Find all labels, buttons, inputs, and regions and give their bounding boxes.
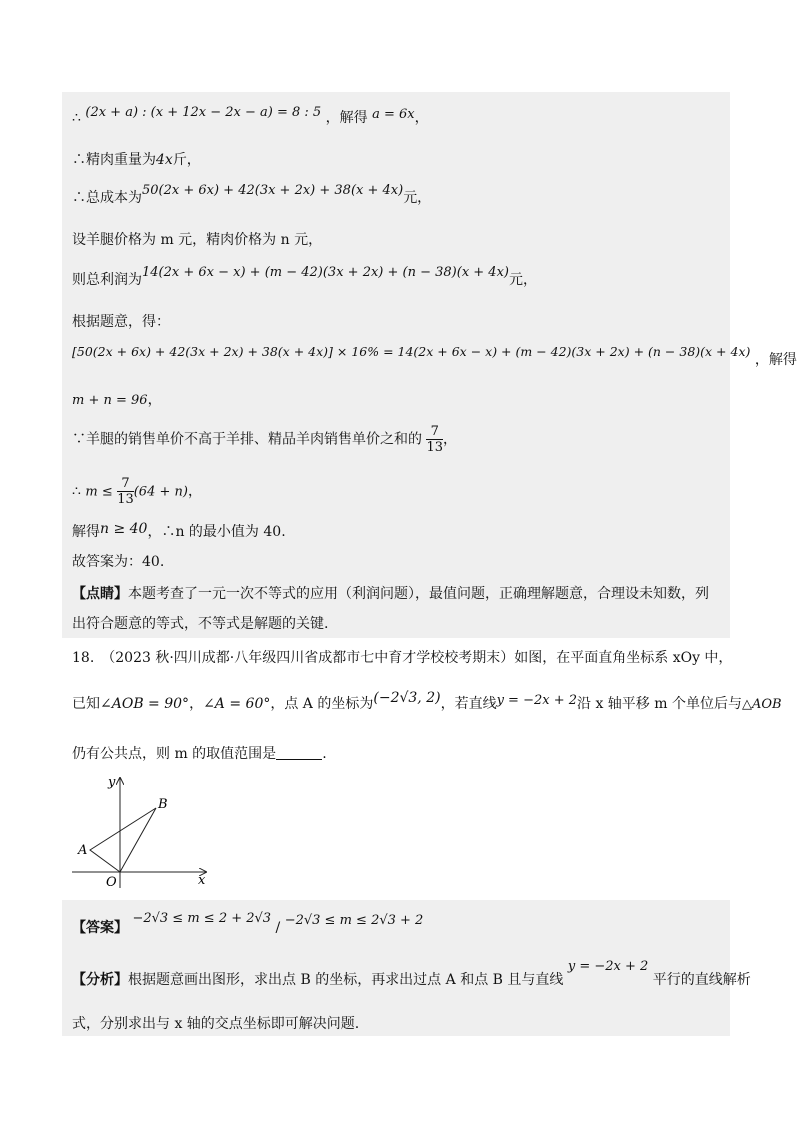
analysis-line-equation: y = −2x + 2 <box>567 959 649 974</box>
analysis-line-1: 【分析】根据题意画出图形，求出点 B 的坐标，再求出过点 A 和点 B 且与直线 y = −2x + 2 平行的直线解析 <box>72 959 751 988</box>
solution-line-10: ∴ m ≤ $\frac{7}{13}$ (64 + n)， <box>72 476 202 507</box>
coordinate-figure <box>70 772 220 892</box>
ratio-equation: (2x + a) : (x + 12x − 2x − a) = 8 : 5 <box>85 105 322 120</box>
solution-line-11: 解得n ≥ 40，∴n 的最小值为 40. <box>72 521 286 540</box>
profit-equation: [50(2x + 6x) + 42(3x + 2x) + 38(x + 4x)] × 16% = 14(2x + 6x − x) + (m − 42)(3x + 2x) + (n − 38)(x + 4x) <box>72 344 751 359</box>
fraction-seven-thirteenths: $\frac{7}{13}$ <box>426 424 443 455</box>
total-profit-expression: 14(2x + 6x − x) + (m − 42)(3x + 2x) + (n − 38)(x + 4x) <box>142 265 509 280</box>
meat-weight: 4x <box>156 152 173 168</box>
answer-range-1: −2√3 ≤ m ≤ 2 + 2√3 <box>132 911 272 926</box>
point-a-coordinate: (−2√3, 2) <box>373 690 441 706</box>
comment-line-1: 【点睛】本题考查了一元一次不等式的应用（利润问题），最值问题，正确理解题意，合理设未知数，列 <box>72 586 709 602</box>
answer-range-2: −2√3 ≤ m ≤ 2√3 + 2 <box>284 913 424 928</box>
label-o: O <box>106 875 117 890</box>
analysis-line-2: 式，分别求出与 x 轴的交点坐标即可解决问题. <box>72 1016 360 1032</box>
therefore-symbol: ∴ <box>72 110 81 126</box>
solution-line-8: m + n = 96， <box>72 392 162 408</box>
answer-blank <box>276 745 322 760</box>
solution-line-12: 故答案为：40. <box>72 554 165 570</box>
answer-line: 【答案】 −2√3 ≤ m ≤ 2 + 2√3 / −2√3 ≤ m ≤ 2√3 + 2 <box>72 911 424 936</box>
comment-line-2: 出符合题意的等式，不等式是解题的关键. <box>72 616 329 632</box>
fraction-seven-thirteenths-2: $\frac{7}{13}$ <box>117 476 134 507</box>
answer-label: 【答案】 <box>72 920 128 936</box>
question-line-2: 已知∠AOB = 90°，∠A = 60°，点 A 的坐标为(−2√3, 2)，若直线y = −2x + 2沿 x 轴平移 m 个单位后与△AOB <box>72 690 782 712</box>
sum-equation: m + n = 96 <box>72 393 148 408</box>
solution-line-3: ∴总成本为50(2x + 6x) + 42(3x + 2x) + 38(x + 4x)元， <box>72 183 432 206</box>
line-equation: y = −2x + 2 <box>496 693 578 708</box>
analysis-label: 【分析】 <box>72 972 128 988</box>
solution-line-5: 则总利润为14(2x + 6x − x) + (m − 42)(3x + 2x) + (n − 38)(x + 4x)元， <box>72 265 537 288</box>
label-a: A <box>78 843 88 858</box>
solution-line-4: 设羊腿价格为 m 元，精肉价格为 n 元， <box>72 232 323 248</box>
solution-line-1: ∴ (2x + a) : (x + 12x − 2x − a) = 8 : 5 ，解得 a = 6x， <box>72 105 429 126</box>
triangle-aob <box>90 808 156 872</box>
question-line-1: 18. （2023 秋·四川成都·八年级四川省成都市七中育才学校校考期末）如图，在平面直角坐标系 xOy 中， <box>72 650 733 666</box>
inequality-n: n ≥ 40 <box>100 521 148 537</box>
total-cost-expression: 50(2x + 6x) + 42(3x + 2x) + 38(x + 4x) <box>142 183 404 198</box>
solution-line-9: ∵羊腿的销售单价不高于羊排、精品羊肉销售单价之和的 $\frac{7}{13}$ ， <box>72 424 457 455</box>
comment-label: 【点睛】 <box>72 586 128 602</box>
inequality-m: m ≤ <box>85 484 113 500</box>
solution-line-7: [50(2x + 6x) + 42(3x + 2x) + 38(x + 4x)] × 16% = 14(2x + 6x − x) + (m − 42)(3x + 2x) + (n − 38)(x + 4x) ，解得 <box>72 344 797 368</box>
solution-text: ，解得 <box>325 110 368 126</box>
label-y: y <box>108 775 116 790</box>
solved-a: a = 6x <box>372 107 415 122</box>
question-line-3: 仍有公共点，则 m 的取值范围是 . <box>72 746 327 762</box>
label-x: x <box>198 873 206 888</box>
label-b: B <box>158 797 168 812</box>
solution-line-2: ∴精肉重量为4x斤， <box>72 152 201 168</box>
solution-line-6: 根据题意，得： <box>72 314 170 330</box>
